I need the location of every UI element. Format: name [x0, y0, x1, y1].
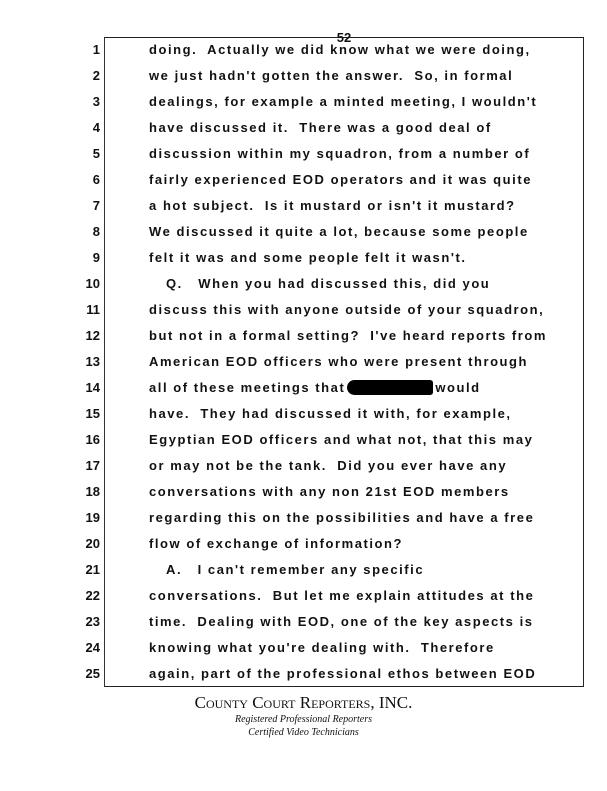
- line-text: knowing what you're dealing with. Therefore: [149, 640, 495, 655]
- line-number: 23: [85, 614, 100, 629]
- line-number: 11: [86, 302, 100, 317]
- transcript-line: [149, 406, 512, 421]
- transcript-line: [149, 172, 532, 187]
- line-text: have. They had discussed it with, for example,: [149, 406, 512, 421]
- transcript-line: [149, 198, 516, 213]
- page-number: 52: [336, 30, 352, 45]
- line-number: 13: [85, 354, 100, 369]
- line-number: 3: [92, 94, 100, 109]
- line-text: A. I can't remember any specific: [166, 562, 425, 577]
- line-text: American EOD officers who were present through: [149, 354, 529, 369]
- line-number: 8: [92, 224, 100, 239]
- line-text: We discussed it quite a lot, because some people: [149, 224, 529, 239]
- transcript-line: [149, 354, 528, 369]
- line-number: 6: [92, 172, 100, 187]
- line-number: 17: [85, 458, 100, 473]
- redaction-block: [347, 380, 433, 395]
- transcript-line: [149, 380, 481, 395]
- line-text: all of these meetings that: [149, 380, 346, 395]
- footer: [0, 693, 607, 739]
- line-text: discussion within my squadron, from a number of: [149, 146, 531, 161]
- transcript-line: [149, 328, 547, 343]
- transcript-line: [149, 302, 544, 317]
- transcript-line: [166, 562, 424, 577]
- line-number: 7: [92, 198, 100, 213]
- line-text: Egyptian EOD officers and what not, that this may: [149, 432, 534, 447]
- line-text: Q. When you had discussed this, did you: [166, 276, 491, 291]
- transcript-line: [149, 68, 513, 83]
- transcript-line: [149, 640, 495, 655]
- line-number: 12: [85, 328, 100, 343]
- line-text: conversations with any non 21st EOD members: [149, 484, 510, 499]
- line-text: have discussed it. There was a good deal of: [149, 120, 492, 135]
- line-text-after-redaction: would: [435, 380, 481, 395]
- line-number: 20: [85, 536, 100, 551]
- transcript-line: [149, 536, 403, 551]
- line-text: doing. Actually we did know what we were doing,: [149, 42, 531, 57]
- line-number: 24: [85, 640, 100, 655]
- transcript-line: [166, 276, 490, 291]
- transcript-line: [149, 94, 537, 109]
- transcript-line: [149, 432, 533, 447]
- line-text: fairly experienced EOD operators and it was quite: [149, 172, 532, 187]
- line-text: time. Dealing with EOD, one of the key aspects is: [149, 614, 534, 629]
- line-number: 9: [92, 250, 100, 265]
- line-text: or may not be the tank. Did you ever have any: [149, 458, 508, 473]
- line-text: but not in a formal setting? I've heard reports from: [149, 328, 547, 343]
- line-text: flow of exchange of information?: [149, 536, 403, 551]
- transcript-line: [149, 510, 534, 525]
- line-number: 18: [85, 484, 100, 499]
- line-number: 1: [92, 42, 100, 57]
- line-number: 25: [85, 666, 100, 681]
- firm-subtitle-2: Certified Video Technicians: [248, 727, 359, 738]
- transcript-line: [149, 224, 529, 239]
- line-text: felt it was and some people felt it wasn't.: [149, 250, 467, 265]
- firm-subtitle-1: Registered Professional Reporters: [234, 714, 373, 725]
- transcript-line: [149, 146, 530, 161]
- transcript-line: [149, 458, 507, 473]
- line-number: 10: [85, 276, 100, 291]
- line-number: 15: [85, 406, 100, 421]
- line-text: conversations. But let me explain attitudes at the: [149, 588, 535, 603]
- line-number: 16: [85, 432, 100, 447]
- line-text: discuss this with anyone outside of your squadron,: [149, 302, 545, 317]
- line-text: dealings, for example a minted meeting, I wouldn't: [149, 94, 538, 109]
- transcript-line: [149, 666, 536, 681]
- line-number: 2: [92, 68, 100, 83]
- transcript-line: [149, 588, 534, 603]
- line-text: regarding this on the possibilities and have a free: [149, 510, 535, 525]
- line-number: 14: [85, 380, 100, 395]
- firm-name: County Court Reporters, INC.: [194, 693, 413, 712]
- transcript-line: [149, 484, 510, 499]
- line-number: 21: [85, 562, 100, 577]
- transcript-line: [149, 250, 467, 265]
- transcript-line: [149, 614, 534, 629]
- line-text: we just hadn't gotten the answer. So, in formal: [149, 68, 514, 83]
- line-number: 19: [85, 510, 100, 525]
- line-text: again, part of the professional ethos between EOD: [149, 666, 537, 681]
- line-number: 22: [85, 588, 100, 603]
- line-number: 4: [92, 120, 100, 135]
- line-number: 5: [92, 146, 100, 161]
- line-text: a hot subject. Is it mustard or isn't it mustard?: [149, 198, 516, 213]
- transcript-line: [149, 42, 531, 57]
- transcript-line: [149, 120, 492, 135]
